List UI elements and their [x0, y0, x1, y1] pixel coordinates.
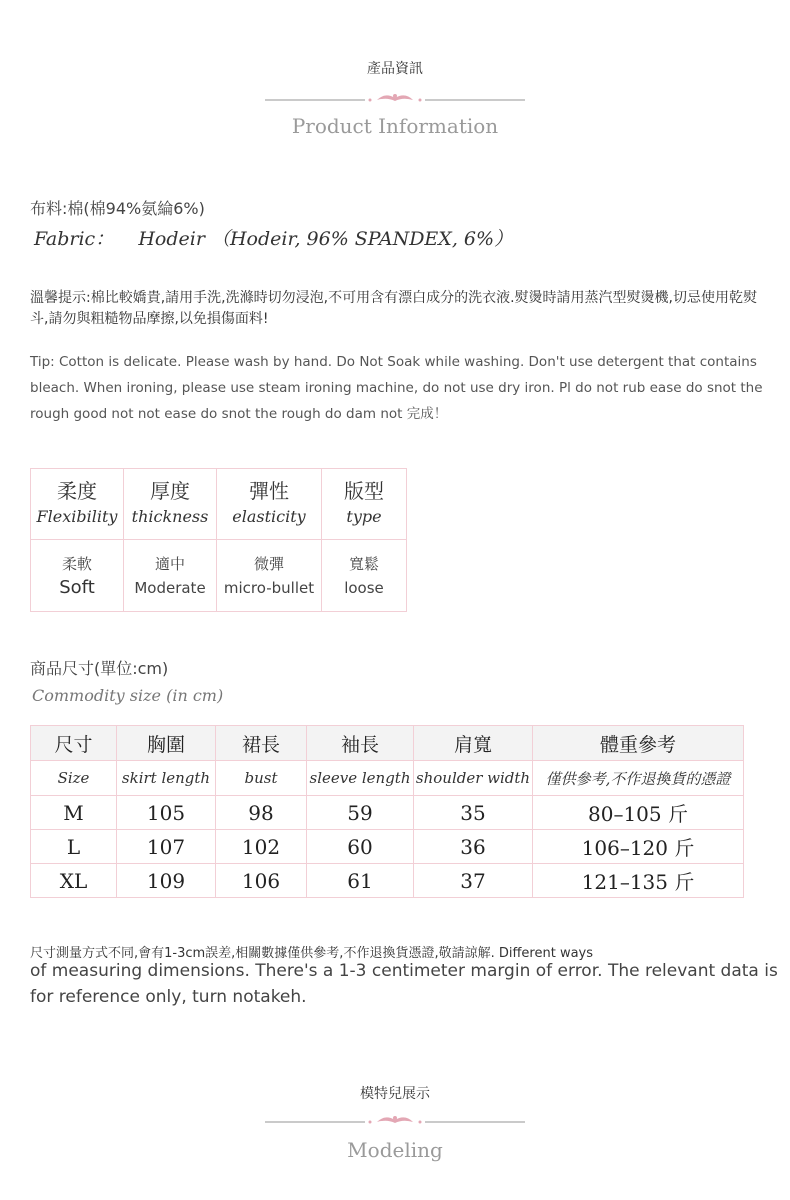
- property-value-cell: [124, 540, 217, 612]
- fabric-cn: 布料:棉(棉94%氨綸6%): [30, 199, 205, 218]
- property-name-en: Flexibility: [36, 507, 118, 526]
- fabric-properties-table: [30, 468, 407, 612]
- property-value-cn: 柔軟: [61, 554, 92, 573]
- size-cell: 80–105 斤: [533, 796, 744, 830]
- property-value-cn: 適中: [154, 554, 185, 573]
- size-section-title-cn: 商品尺寸(單位:cm): [30, 659, 169, 678]
- property-value-cell: [217, 540, 322, 612]
- size-cell: 59: [307, 796, 414, 830]
- size-cell: 60: [307, 830, 414, 864]
- size-subheader-cell: bust: [216, 761, 307, 796]
- size-table: [30, 725, 744, 898]
- size-header-cell: 裙長: [216, 726, 307, 761]
- product-info-title-cn: 產品資訊: [367, 61, 423, 77]
- table-row: [31, 796, 744, 830]
- size-cell: 109: [117, 864, 216, 898]
- property-header-cell: [322, 469, 407, 540]
- product-info-title-en: Product Information: [291, 114, 499, 138]
- size-cell: 105: [117, 796, 216, 830]
- property-name-en: thickness: [131, 507, 209, 526]
- size-cell: 36: [414, 830, 533, 864]
- property-header-cell: [217, 469, 322, 540]
- property-value-cn: 微彈: [253, 554, 284, 573]
- size-cell: 102: [216, 830, 307, 864]
- measurement-note-line2: of measuring dimensions. There's a 1-3 centimeter margin of error. The relevant data is: [30, 961, 778, 981]
- table-row: [31, 830, 744, 864]
- property-name-cn: 版型: [344, 479, 384, 503]
- modeling-title-en: Modeling: [347, 1138, 443, 1162]
- fabric-en: Fabric： Hodeir （Hodeir, 96% SPANDEX, 6%）: [34, 228, 514, 250]
- property-value-cell: [31, 540, 124, 612]
- size-cell: 35: [414, 796, 533, 830]
- care-tip-cn: 溫馨提示:棉比較嬌貴,請用手洗,洗滌時切勿浸泡,不可用含有漂白成分的洗衣液.熨燙時請用蒸汽型熨燙機,切忌使用乾熨斗,請勿與粗糙物品摩擦,以免損傷面料!: [30, 290, 757, 327]
- divider-ornament-icon: [265, 92, 525, 104]
- modeling-title-cn: 模特兒展示: [360, 1086, 430, 1102]
- property-header-cell: [124, 469, 217, 540]
- property-value-en: Soft: [59, 576, 95, 598]
- size-header-cell: 胸圍: [117, 726, 216, 761]
- size-cell: M: [31, 796, 117, 830]
- property-name-en: elasticity: [232, 507, 306, 526]
- size-section-title-en: Commodity size (in cm): [32, 686, 224, 705]
- size-header-cell: 肩寬: [414, 726, 533, 761]
- care-tip-en: Tip: Cotton is delicate. Please wash by hand. Do Not Soak while washing. Don't use detergent that contains bleach. When ironing, please use steam ironing machine, do not use dry iron. Pl do not rub ease do snot the rough good not not ease do snot the rough do dam not 完成！: [30, 354, 763, 422]
- size-cell: 106: [216, 864, 307, 898]
- size-header-cell: 袖長: [307, 726, 414, 761]
- property-name-en: type: [346, 507, 382, 526]
- size-subheader-cell: sleeve length: [307, 761, 414, 796]
- size-cell: XL: [31, 864, 117, 898]
- property-name-cn: 柔度: [57, 479, 97, 503]
- size-cell: 61: [307, 864, 414, 898]
- property-value-cn: 寬鬆: [348, 554, 379, 573]
- size-header-cell: 尺寸: [31, 726, 117, 761]
- table-row: [31, 864, 744, 898]
- size-subheader-cell: shoulder width: [414, 761, 533, 796]
- size-cell: 107: [117, 830, 216, 864]
- size-subheader-cell: Size: [31, 761, 117, 796]
- property-name-cn: 厚度: [150, 479, 190, 503]
- divider-ornament-icon: [265, 1114, 525, 1126]
- size-cell: 98: [216, 796, 307, 830]
- property-header-cell: [31, 469, 124, 540]
- property-name-cn: 彈性: [249, 479, 289, 503]
- size-header-cell: 體重參考: [533, 726, 744, 761]
- size-subheader-note: 僅供參考,不作退換貨的憑證: [533, 761, 744, 796]
- size-cell: 121–135 斤: [533, 864, 744, 898]
- size-cell: 106–120 斤: [533, 830, 744, 864]
- property-value-en: Moderate: [134, 578, 206, 597]
- measurement-note-line3: for reference only, turn notakeh.: [30, 987, 307, 1007]
- size-subheader-cell: skirt length: [117, 761, 216, 796]
- property-value-en: micro-bullet: [223, 578, 315, 597]
- size-cell: 37: [414, 864, 533, 898]
- property-value-cell: [322, 540, 407, 612]
- measurement-note-line1: 尺寸測量方式不同,會有1-3cm誤差,相關數據僅供參考,不作退換貨憑證,敬請諒解. Different ways: [30, 946, 594, 961]
- property-value-en: loose: [344, 578, 384, 597]
- size-cell: L: [31, 830, 117, 864]
